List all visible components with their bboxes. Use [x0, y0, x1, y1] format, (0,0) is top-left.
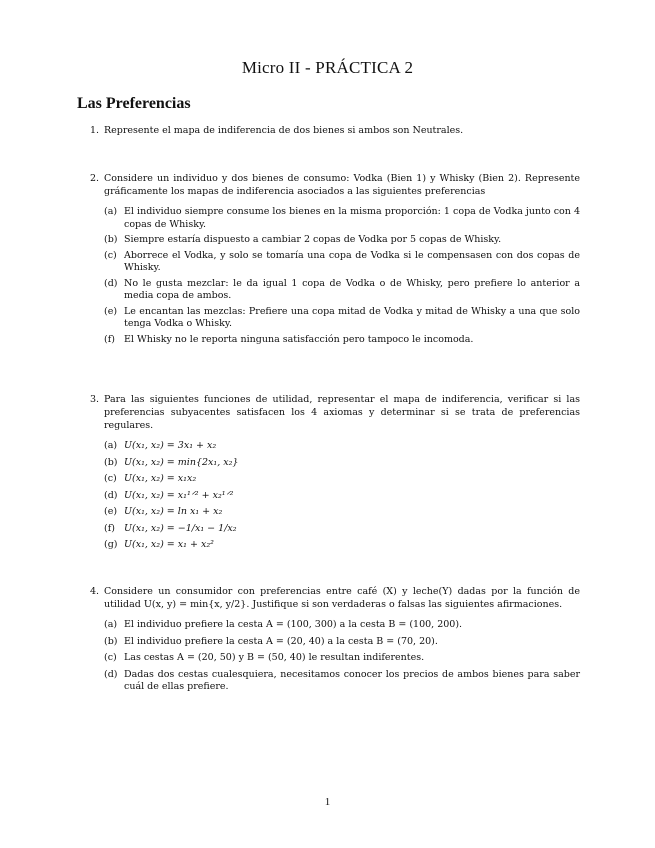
- subitem: (c) Las cestas A = (20, 50) y B = (50, 40) le resultan indiferentes.: [104, 652, 425, 663]
- question-text: Considere un consumidor con preferencias entre café (X) y leche(Y) dadas por la función de utilidad U(x, y) = min{x, y/2}. Justifique si son verdaderas o falsas las siguientes afirmaciones.: [104, 586, 580, 610]
- question-text: Considere un individuo y dos bienes de consumo: Vodka (Bien 1) y Whisky (Bien 2). Represente gráficamente los mapas de indiferencia asociados a las siguientes preferencias: [104, 173, 580, 197]
- question-number: 3.: [90, 394, 100, 405]
- section-heading: Las Preferencias: [77, 95, 191, 112]
- subitem: (a) El individuo siempre consume los bienes en la misma proporción: 1 copa de Vodka junto con 4 copas de Whisky.: [104, 206, 580, 230]
- subitem: (c) U(x₁, x₂) = x₁x₂: [104, 473, 197, 484]
- subitem: (d) U(x₁, x₂) = x₁¹ᐟ² + x₂¹ᐟ²: [104, 489, 234, 501]
- subitem: (b) Siempre estaría dispuesto a cambiar 2 copas de Vodka por 5 copas de Whisky.: [104, 234, 502, 245]
- question-3: [92, 393, 580, 552]
- subitem: (a) El individuo prefiere la cesta A = (100, 300) a la cesta B = (100, 200).: [104, 619, 463, 630]
- question-number: 2.: [90, 173, 100, 184]
- subitem: (f) U(x₁, x₂) = −1/x₁ − 1/x₂: [104, 522, 237, 534]
- subitem-list: [104, 619, 580, 694]
- question-4: [92, 585, 580, 694]
- subitem: (e) U(x₁, x₂) = ln x₁ + x₂: [104, 506, 223, 517]
- subitem: (c) Aborrece el Vodka, y solo se tomaría una copa de Vodka si le compensasen con dos copas de Whisky.: [104, 249, 580, 273]
- document-title: Micro II - PRÁCTICA 2: [241, 58, 414, 77]
- question-text: Represente el mapa de indiferencia de dos bienes si ambos son Neutrales.: [104, 125, 464, 136]
- subitem: (g) U(x₁, x₂) = x₁ + x₂²: [104, 539, 214, 550]
- question-1: [92, 124, 580, 137]
- question-text: Para las siguientes funciones de utilidad, representar el mapa de indiferencia, verificar si las preferencias subyacentes satisfacen los 4 axiomas y determinar si se trata de preferencias regulares.: [104, 394, 580, 431]
- subitem: (b) U(x₁, x₂) = min{2x₁, x₂}: [104, 456, 239, 468]
- page-number: 1: [324, 796, 331, 808]
- subitem-list: [104, 440, 580, 552]
- subitem: (e) Le encantan las mezclas: Prefiere una copa mitad de Vodka y mitad de Whisky a una que solo tenga Vodka o Whisky.: [104, 305, 580, 329]
- question-number: 1.: [90, 125, 100, 136]
- subitem-list: [104, 206, 580, 346]
- question-number: 4.: [90, 586, 100, 597]
- subitem: (f) El Whisky no le reporta ninguna satisfacción pero tampoco le incomoda.: [104, 333, 474, 345]
- subitem: (d) Dadas dos cestas cualesquiera, necesitamos conocer los precios de ambos bienes para saber cuál de ellas prefiere.: [104, 668, 580, 692]
- question-2: [92, 172, 580, 346]
- subitem: (b) El individuo prefiere la cesta A = (20, 40) a la cesta B = (70, 20).: [104, 635, 438, 647]
- subitem: (a) U(x₁, x₂) = 3x₁ + x₂: [104, 440, 217, 451]
- subitem: (d) No le gusta mezclar: le da igual 1 copa de Vodka o de Whisky, pero prefiere lo anterior a media copa de ambos.: [104, 277, 580, 301]
